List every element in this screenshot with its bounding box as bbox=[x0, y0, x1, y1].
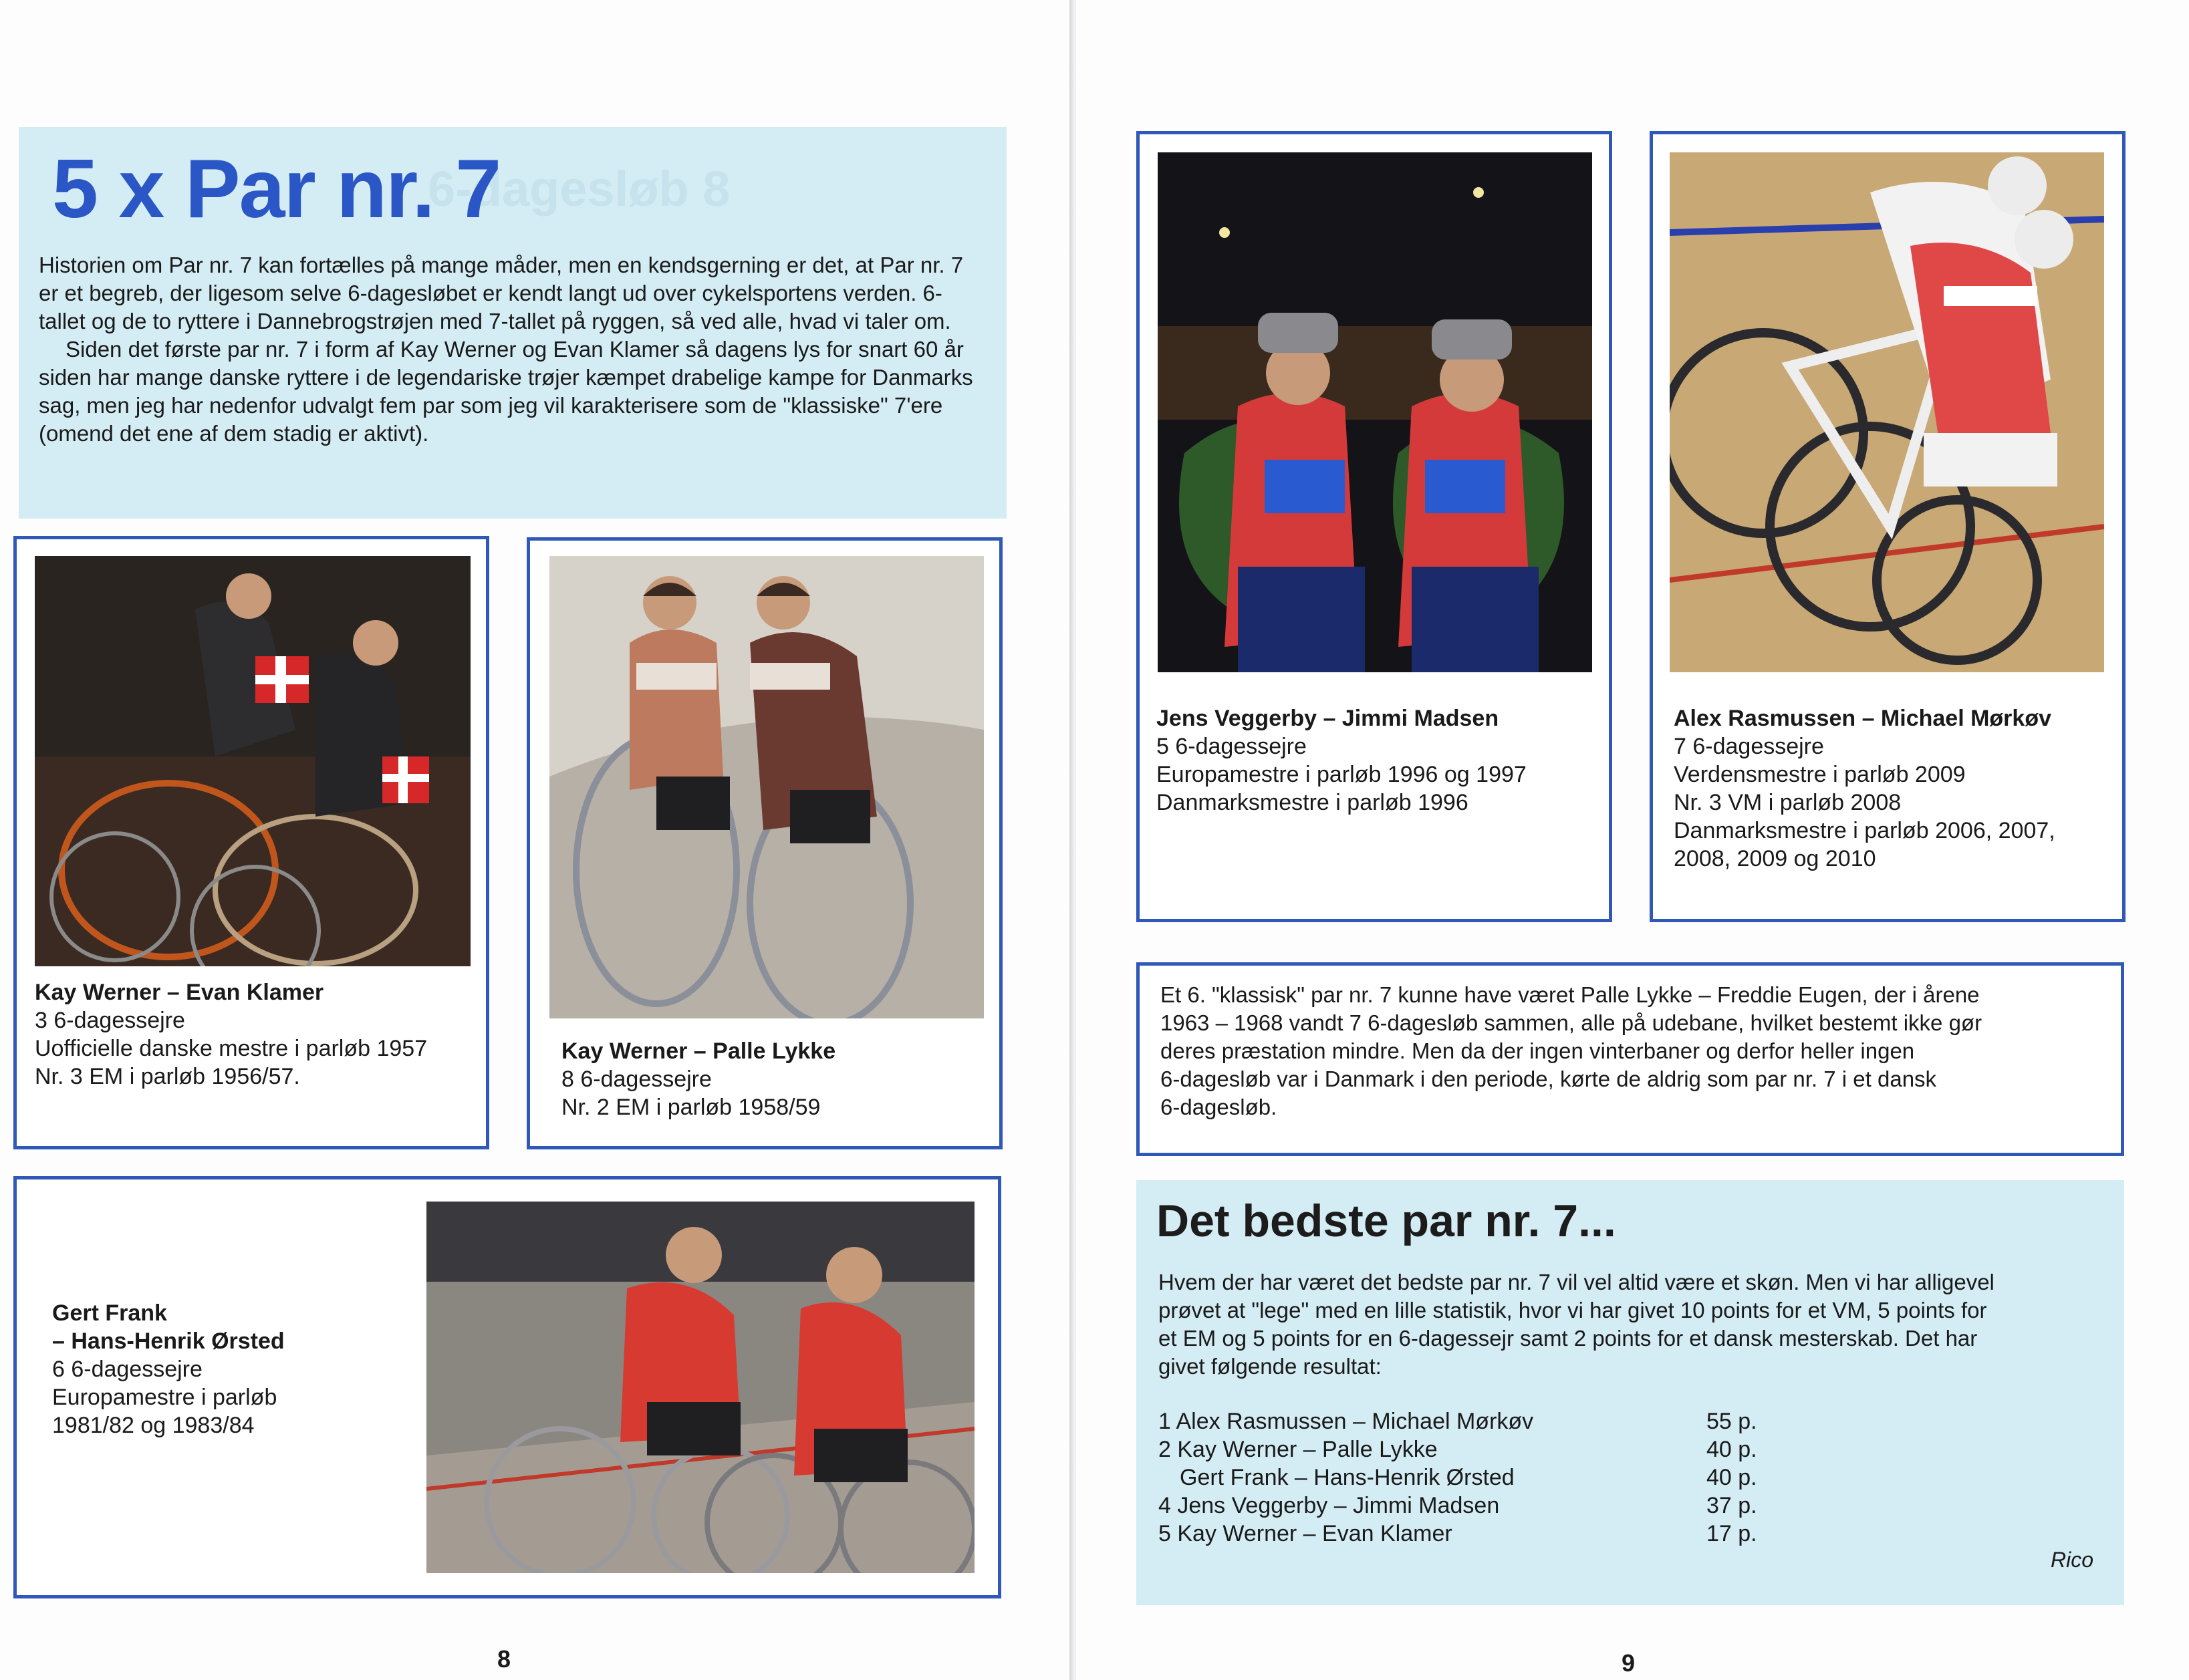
caption-line: Danmarksmestre i parløb 1996 bbox=[1156, 790, 1468, 815]
photo-frank-orsted bbox=[426, 1202, 975, 1573]
ranking-label: 1 Alex Rasmussen – Michael Mørkøv bbox=[1158, 1409, 1534, 1434]
caption-line: 6 6-dagessejre bbox=[52, 1357, 203, 1382]
ranking-points: 37 p. bbox=[1706, 1493, 1757, 1518]
pair-names: Kay Werner – Evan Klamer bbox=[35, 980, 324, 1005]
caption-line: 1981/82 og 1983/84 bbox=[52, 1413, 255, 1438]
ranking-row bbox=[1158, 1520, 1787, 1548]
section-title: Det bedste par nr. 7... bbox=[1156, 1196, 1616, 1246]
caption-frank-orsted bbox=[52, 1299, 285, 1439]
caption-line: Nr. 3 VM i parløb 2008 bbox=[1674, 790, 1902, 815]
sixth-pair-note bbox=[1160, 981, 1982, 1121]
ghost-background-text: 6-dagesløb 8 bbox=[428, 161, 731, 217]
ranking-row bbox=[1158, 1435, 1787, 1463]
note-line: Et 6. "klassisk" par nr. 7 kunne have været Palle Lykke – Freddie Eugen, der i årene bbox=[1160, 982, 1980, 1007]
caption-line: Nr. 3 EM i parløb 1956/57. bbox=[35, 1064, 300, 1089]
ranking-points: 40 p. bbox=[1706, 1437, 1757, 1462]
ranking-label: 5 Kay Werner – Evan Klamer bbox=[1158, 1521, 1452, 1546]
intro-line: givet følgende resultat: bbox=[1158, 1354, 1382, 1379]
page-number-left: 8 bbox=[497, 1645, 511, 1673]
intro-line: prøvet at "lege" med en lille statistik, hvor vi har givet 10 points for et VM, 5 points for bbox=[1158, 1298, 1987, 1322]
caption-line: 2008, 2009 og 2010 bbox=[1674, 846, 1876, 871]
ranking-list bbox=[1158, 1407, 1787, 1548]
note-line: 6-dagesløb var i Danmark i den periode, kørte de aldrig som par nr. 7 i et dansk bbox=[1160, 1067, 1937, 1091]
ranking-row bbox=[1158, 1492, 1787, 1520]
intro-line: Hvem der har været det bedste par nr. 7 vil vel altid være et skøn. Men vi har alligevel bbox=[1158, 1270, 1994, 1294]
photo-rasmussen-morkov bbox=[1670, 152, 2104, 672]
best-pair-intro bbox=[1158, 1268, 1994, 1381]
note-line: deres præstation mindre. Men da der ingen vinterbaner og derfor heller ingen bbox=[1160, 1038, 1915, 1063]
caption-veggerby-madsen bbox=[1156, 704, 1527, 817]
ranking-points: 17 p. bbox=[1706, 1521, 1757, 1546]
ranking-label: Gert Frank – Hans-Henrik Ørsted bbox=[1180, 1465, 1515, 1490]
intro-line: et EM og 5 points for en 6-dagessejr samt 2 points for et dansk mesterskab. Det har bbox=[1158, 1326, 1978, 1351]
ranking-label: 2 Kay Werner – Palle Lykke bbox=[1158, 1437, 1438, 1462]
caption-line: Verdensmestre i parløb 2009 bbox=[1674, 762, 1966, 787]
page-title: 5 x Par nr. 7 bbox=[52, 143, 501, 235]
pair-names: Jens Veggerby – Jimmi Madsen bbox=[1156, 706, 1499, 731]
intro-paragraph-2: Siden det første par nr. 7 i form af Kay Werner og Evan Klamer så dagens lys for snart 60 år siden har mange danske ryttere i de legendariske trøjer kæmpet drabelige kampe for Danmarks sag, men jeg har nedenfor udvalgt fem par som jeg vil karakterisere som de "klassiske" 7'ere (omend det ene af dem stadig er aktivt). bbox=[39, 337, 973, 446]
caption-werner-klamer bbox=[35, 978, 427, 1091]
photo-werner-lykke bbox=[549, 556, 984, 1018]
caption-line: 3 6-dagessejre bbox=[35, 1008, 185, 1033]
ranking-label: 4 Jens Veggerby – Jimmi Madsen bbox=[1158, 1493, 1500, 1518]
ranking-row bbox=[1158, 1463, 1787, 1492]
author-signature: Rico bbox=[2051, 1548, 2094, 1572]
note-line: 6-dagesløb. bbox=[1160, 1095, 1277, 1119]
caption-line: Nr. 2 EM i parløb 1958/59 bbox=[561, 1095, 821, 1120]
caption-line: Uofficielle danske mestre i parløb 1957 bbox=[35, 1036, 428, 1061]
pair-names: Alex Rasmussen – Michael Mørkøv bbox=[1674, 706, 2052, 731]
ranking-points: 55 p. bbox=[1706, 1409, 1757, 1434]
caption-rasmussen-morkov bbox=[1674, 704, 2055, 873]
caption-line: 8 6-dagessejre bbox=[561, 1067, 712, 1092]
pair-names-line-2: – Hans-Henrik Ørsted bbox=[52, 1328, 285, 1354]
pair-names-line-1: Gert Frank bbox=[52, 1300, 167, 1326]
ranking-points: 40 p. bbox=[1706, 1465, 1757, 1490]
page-number-right: 9 bbox=[1622, 1649, 1636, 1677]
caption-line: Danmarksmestre i parløb 2006, 2007, bbox=[1674, 818, 2055, 843]
photo-veggerby-madsen bbox=[1158, 152, 1592, 672]
caption-werner-lykke bbox=[561, 1037, 835, 1121]
ranking-row bbox=[1158, 1407, 1787, 1435]
caption-line: 5 6-dagessejre bbox=[1156, 734, 1307, 759]
caption-line: Europamestre i parløb bbox=[52, 1385, 277, 1410]
photo-werner-klamer bbox=[35, 556, 471, 966]
caption-line: 7 6-dagessejre bbox=[1674, 734, 1824, 759]
caption-line: Europamestre i parløb 1996 og 1997 bbox=[1156, 762, 1527, 787]
intro-text bbox=[39, 251, 988, 448]
intro-paragraph-1: Historien om Par nr. 7 kan fortælles på mange måder, men en kendsgerning er det, at Par nr. 7 er et begreb, der ligesom selve 6-dagesløbet er kendt langt ud over cykelsportens verden. 6-tallet og de to ryttere i Dannebrogstrøjen med 7-tallet på ryggen, så ved alle, hvad vi taler om. bbox=[39, 253, 964, 333]
pair-names: Kay Werner – Palle Lykke bbox=[561, 1038, 836, 1064]
note-line: 1963 – 1968 vandt 7 6-dagesløb sammen, alle på udebane, hvilket bestemt ikke gør bbox=[1160, 1010, 1982, 1035]
